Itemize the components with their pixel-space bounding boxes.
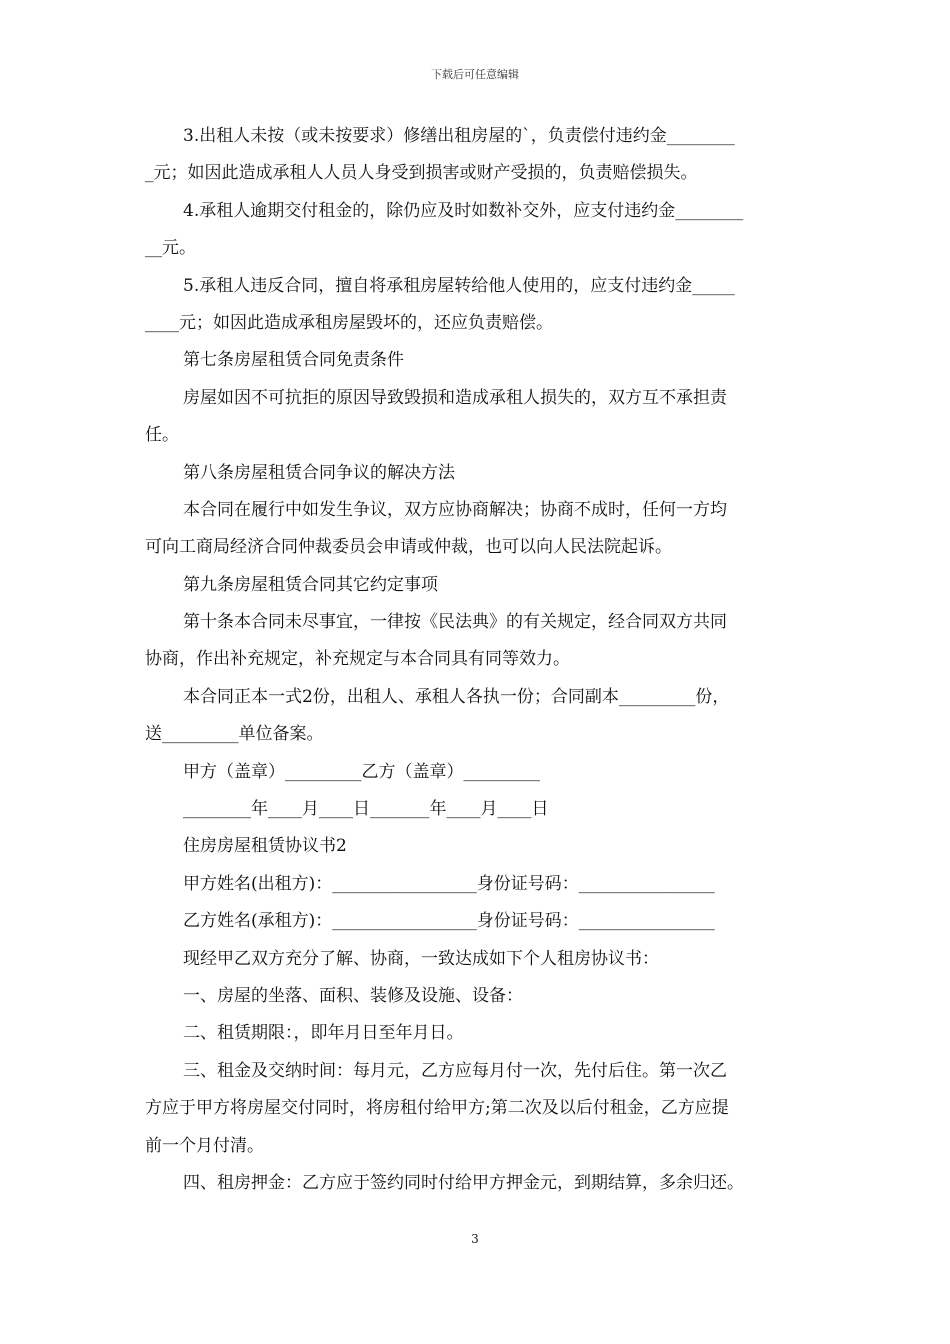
text-line: 第九条房屋租赁合同其它约定事项 — [183, 574, 438, 595]
text-line: ____元；如因此造成承租房屋毁坏的，还应负责赔偿。 — [145, 312, 553, 333]
text-line: 前一个月付清。 — [145, 1135, 264, 1156]
page-number: 3 — [471, 1232, 479, 1246]
text-line: 三、租金及交纳时间：每月元，乙方应每月付一次，先付后住。第一次乙 — [183, 1060, 727, 1081]
text-line: 房屋如因不可抗拒的原因导致毁损和造成承租人损失的，双方互不承担责 — [183, 387, 727, 408]
text-line: 3.出租人未按（或未按要求）修缮出租房屋的`，负责偿付违约金________ — [183, 126, 735, 146]
text-line: 乙方姓名(承租方)：_________________身份证号码：________________ — [183, 911, 715, 932]
text-line: 甲方（盖章）_________乙方（盖章）_________ — [183, 761, 540, 782]
text-line: 本合同正本一式2份，出租人、承租人各执一份；合同副本_________份， — [183, 686, 730, 707]
text-line: 协商，作出补充规定，补充规定与本合同具有同等效力。 — [145, 649, 570, 670]
text-line: 可向工商局经济合同仲裁委员会申请或仲裁，也可以向人民法院起诉。 — [145, 537, 672, 558]
text-line: 任。 — [145, 425, 179, 446]
text-line: 送_________单位备案。 — [145, 724, 324, 745]
text-line: 第七条房屋租赁合同免责条件 — [183, 350, 404, 371]
text-line: 第八条房屋租赁合同争议的解决方法 — [183, 462, 455, 483]
header-note: 下载后可任意编辑 — [431, 68, 519, 81]
text-line: 5.承租人违反合同，擅自将承租房屋转给他人使用的，应支付违约金_____ — [183, 275, 735, 296]
text-line: 方应于甲方将房屋交付同时，将房租付给甲方;第二次及以后付租金，乙方应提 — [145, 1098, 729, 1119]
text-line: 4.承租人逾期交付租金的，除仍应及时如数补交外，应支付违约金________ — [183, 200, 744, 221]
text-line: 住房房屋租赁协议书2 — [183, 836, 347, 857]
text-line: 二、租赁期限：，即年月日至年月日。 — [183, 1023, 464, 1044]
text-line: 甲方姓名(出租方)：_________________身份证号码：________________ — [183, 873, 715, 894]
text-line: 四、租房押金：乙方应于签约同时付给甲方押金元，到期结算，多余归还。 — [183, 1172, 744, 1193]
text-line: 现经甲乙双方充分了解、协商，一致达成如下个人租房协议书： — [183, 948, 659, 969]
text-line: 一、房屋的坐落、面积、装修及设施、设备： — [183, 985, 523, 1006]
text-line: ________年____月____日_______年____月____日 — [183, 799, 549, 820]
text-line: 本合同在履行中如发生争议，双方应协商解决；协商不成时，任何一方均 — [183, 499, 727, 520]
text-line: __元。 — [145, 238, 196, 259]
text-line: 第十条本合同未尽事宜，一律按《民法典》的有关规定，经合同双方共同 — [183, 612, 727, 633]
document-body — [145, 118, 815, 1202]
text-line: _元；如因此造成承租人人员人身受到损害或财产受损的，负责赔偿损失。 — [145, 163, 698, 184]
